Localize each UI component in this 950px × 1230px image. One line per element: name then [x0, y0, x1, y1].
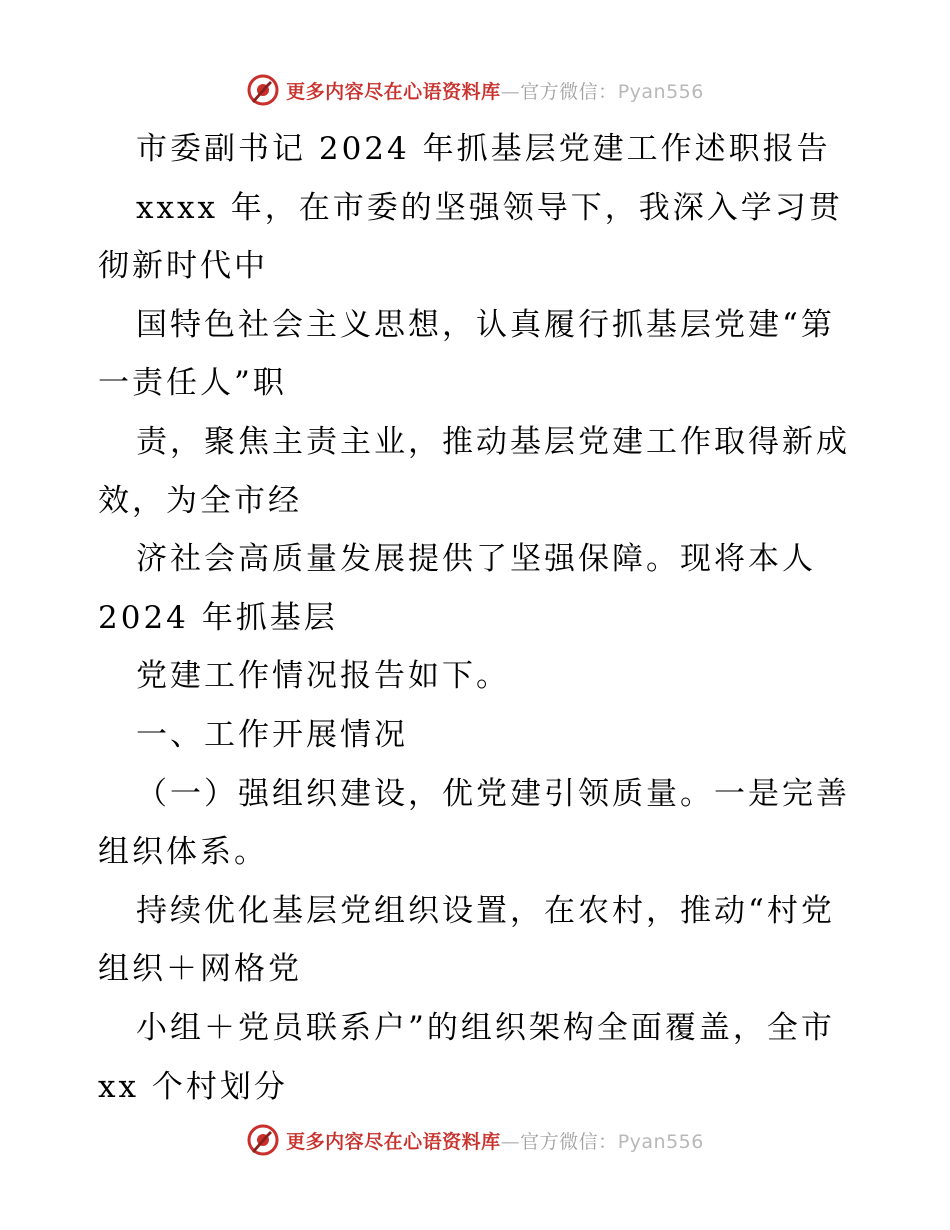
text-line: 一责任人”职 [98, 365, 287, 402]
text-line: 国特色社会主义思想，认真履行抓基层党建“第 [136, 306, 835, 343]
watermark-id: Pyan556 [617, 80, 704, 103]
document-body [98, 120, 858, 1116]
watermark-text [286, 1127, 704, 1154]
watermark-logo-icon [246, 73, 280, 107]
section-heading: 一、工作开展情况 [136, 716, 408, 753]
watermark-sub: 官方微信： [520, 80, 618, 103]
text-line: 党建工作情况报告如下。 [136, 658, 510, 695]
watermark-main: 更多内容尽在心语资料库 [286, 1130, 501, 1153]
text-line: 持续优化基层党组织设置，在农村，推动“村党 [136, 892, 835, 929]
text-line: 效，为全市经 [98, 482, 302, 519]
watermark-separator: — [500, 1130, 521, 1153]
text-line: xx 个村划分 [98, 1068, 288, 1105]
watermark-main: 更多内容尽在心语资料库 [286, 80, 501, 103]
text-line: 组织体系。 [98, 834, 268, 871]
watermark-text [286, 77, 704, 104]
watermark-separator: — [500, 80, 521, 103]
watermark-footer [0, 1120, 950, 1160]
text-line: 责，聚焦主责主业，推动基层党建工作取得新成 [136, 423, 850, 460]
watermark-id: Pyan556 [617, 1130, 704, 1153]
text-line: 小组＋党员联系户”的组织架构全面覆盖，全市 [136, 1009, 835, 1046]
text-line: 2024 年抓基层 [98, 599, 338, 636]
watermark-header [0, 70, 950, 110]
watermark-sub: 官方微信： [520, 1130, 618, 1153]
text-line: （一）强组织建设，优党建引领质量。一是完善 [136, 775, 850, 812]
text-line: 济社会高质量发展提供了坚强保障。现将本人 [136, 541, 816, 578]
text-line: 彻新时代中 [98, 248, 268, 285]
document-title: 市委副书记 2024 年抓基层党建工作述职报告 [136, 131, 831, 167]
watermark-logo-icon [246, 1123, 280, 1157]
text-line: xxxx 年，在市委的坚强领导下，我深入学习贯 [136, 189, 843, 226]
text-line: 组织＋网格党 [98, 951, 302, 988]
